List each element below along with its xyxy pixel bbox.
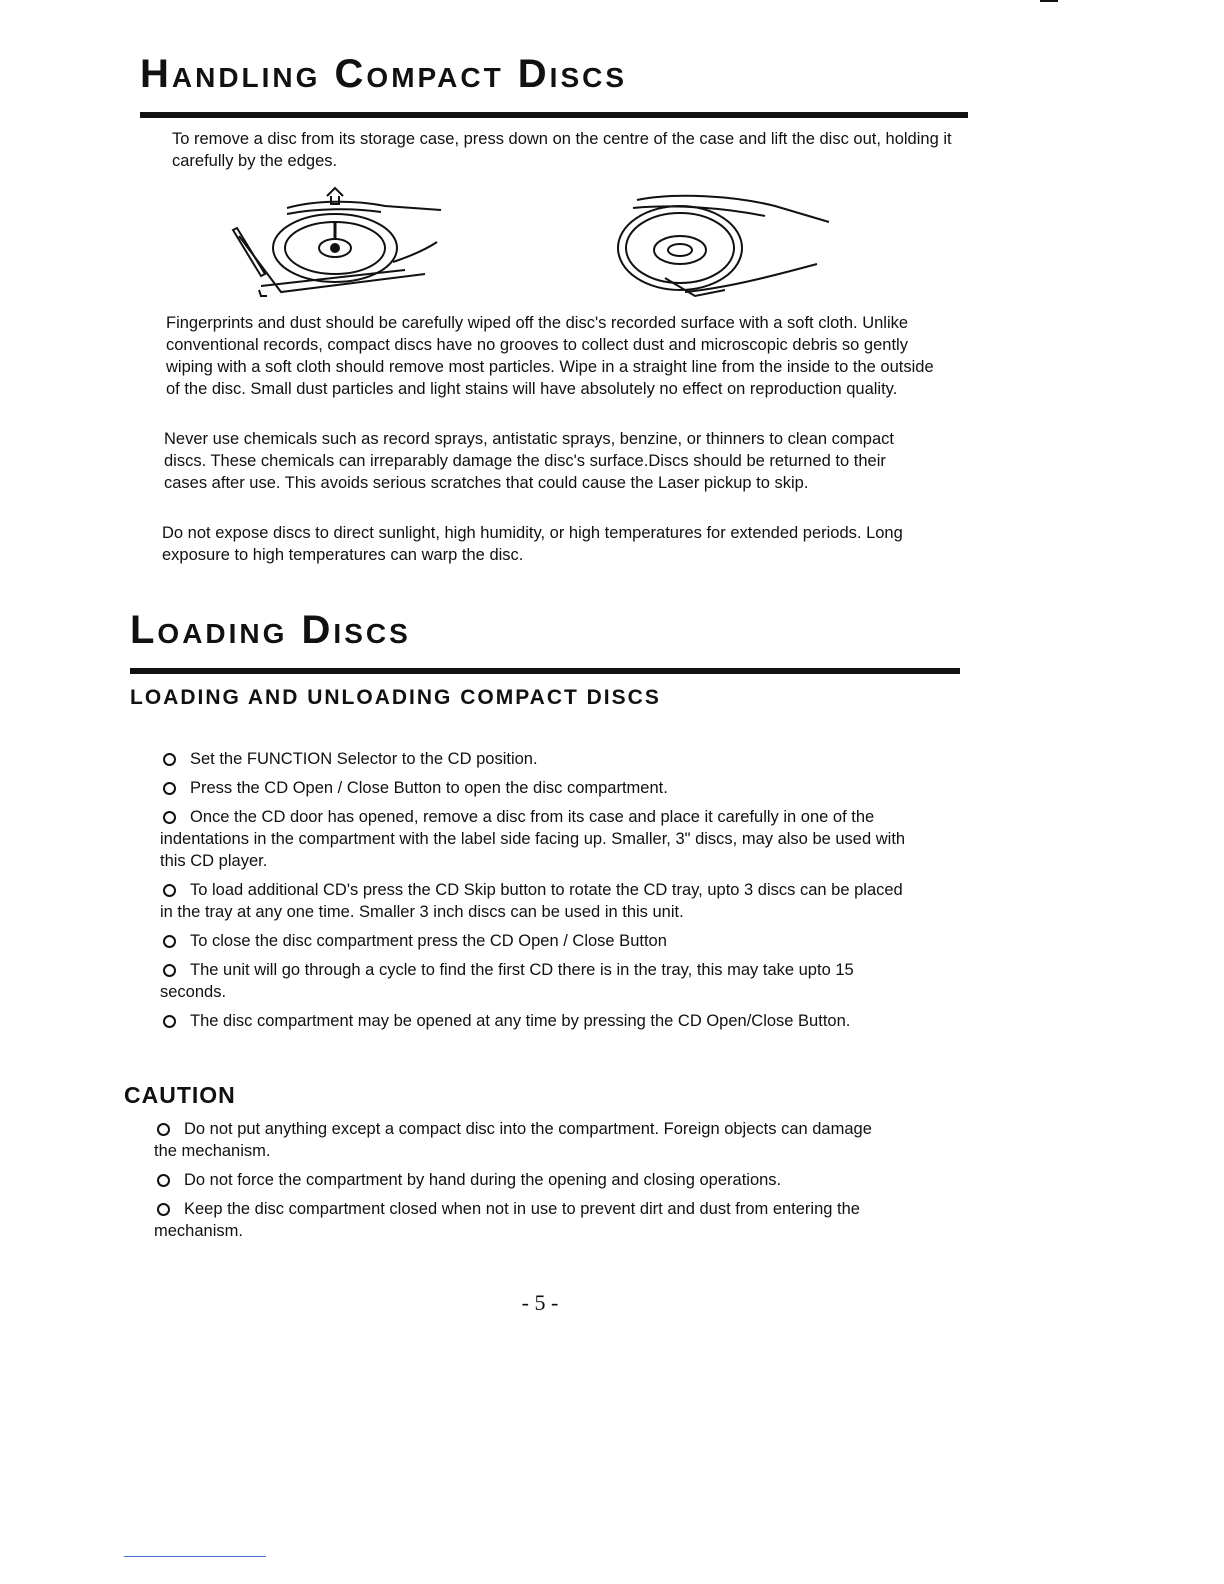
bullet-circle-icon [163, 884, 176, 897]
loading-step: Set the FUNCTION Selector to the CD position. [160, 748, 910, 770]
loading-step: The disc compartment may be opened at any time by pressing the CD Open/Close Button. [160, 1010, 910, 1032]
loading-step: To load additional CD's press the CD Skip button to rotate the CD tray, upto 3 discs can be placed in the tray at any one time. Smaller 3 inch discs can be used in this unit. [160, 881, 903, 921]
bullet-circle-icon [157, 1123, 170, 1136]
handling-intro: To remove a disc from its storage case, press down on the centre of the case and lift the disc out, holding it carefully by the edges. [172, 130, 952, 170]
case-disc-right [618, 196, 829, 296]
caution-heading: CAUTION [124, 1082, 236, 1108]
bullet-circle-icon [157, 1174, 170, 1187]
loading-step: The unit will go through a cycle to find the first CD there is in the tray, this may take upto 15 seconds. [160, 961, 854, 1001]
loading-step: Press the CD Open / Close Button to open the disc compartment. [160, 777, 910, 799]
bullet-circle-icon [163, 964, 176, 977]
footnote-rule [124, 1556, 266, 1557]
case-disc-left [233, 188, 441, 296]
caution-list [154, 1118, 894, 1249]
corner-mark [1040, 0, 1058, 2]
handling-paragraph-2: Never use chemicals such as record sprays, antistatic sprays, benzine, or thinners to clean compact discs. These chemicals can irreparably damage the disc's surface.Discs should be returned to their cases after use. This avoids serious scratches that could cause the Laser pickup to skip. [164, 430, 894, 492]
bullet-circle-icon [163, 935, 176, 948]
loading-rule [130, 668, 960, 674]
loading-step: Once the CD door has opened, remove a disc from its case and place it carefully in one of the indentations in the compartment with the label side facing up. Smaller, 3" discs, may also be used with this CD player. [160, 808, 906, 870]
handling-paragraph-1: Fingerprints and dust should be carefully wiped off the disc's recorded surface with a soft cloth. Unlike conventional records, compact discs have no grooves to collect dust and microscopic debris so gently wiping with a soft cloth should remove most particles. Wipe in a straight line from the inside to the outside of the disc. Small dust particles and light stains will have absolutely no effect on reproduction quality. [166, 314, 934, 398]
page-number: - 5 - [521, 1290, 559, 1315]
handling-paragraph-3: Do not expose discs to direct sunlight, high humidity, or high temperatures for extended periods. Long exposure to high temperatures can warp the disc. [162, 524, 903, 564]
disc-removal-illustration [225, 178, 835, 300]
bullet-circle-icon [163, 1015, 176, 1028]
handling-rule [140, 112, 968, 118]
handling-heading: Handling Compact Discs [140, 52, 628, 96]
loading-subheading: LOADING AND UNLOADING COMPACT DISCS [130, 686, 661, 709]
caution-item: Do not force the compartment by hand during the opening and closing operations. [154, 1169, 894, 1191]
loading-steps-list [160, 748, 910, 1039]
loading-step: To close the disc compartment press the CD Open / Close Button [160, 930, 910, 952]
bullet-circle-icon [163, 811, 176, 824]
caution-item: Keep the disc compartment closed when not in use to prevent dirt and dust from entering the mechanism. [154, 1200, 860, 1240]
loading-heading: Loading Discs [130, 608, 411, 652]
bullet-circle-icon [157, 1203, 170, 1216]
caution-item: Do not put anything except a compact disc into the compartment. Foreign objects can damage the mechanism. [154, 1120, 872, 1160]
bullet-circle-icon [163, 753, 176, 766]
bullet-circle-icon [163, 782, 176, 795]
